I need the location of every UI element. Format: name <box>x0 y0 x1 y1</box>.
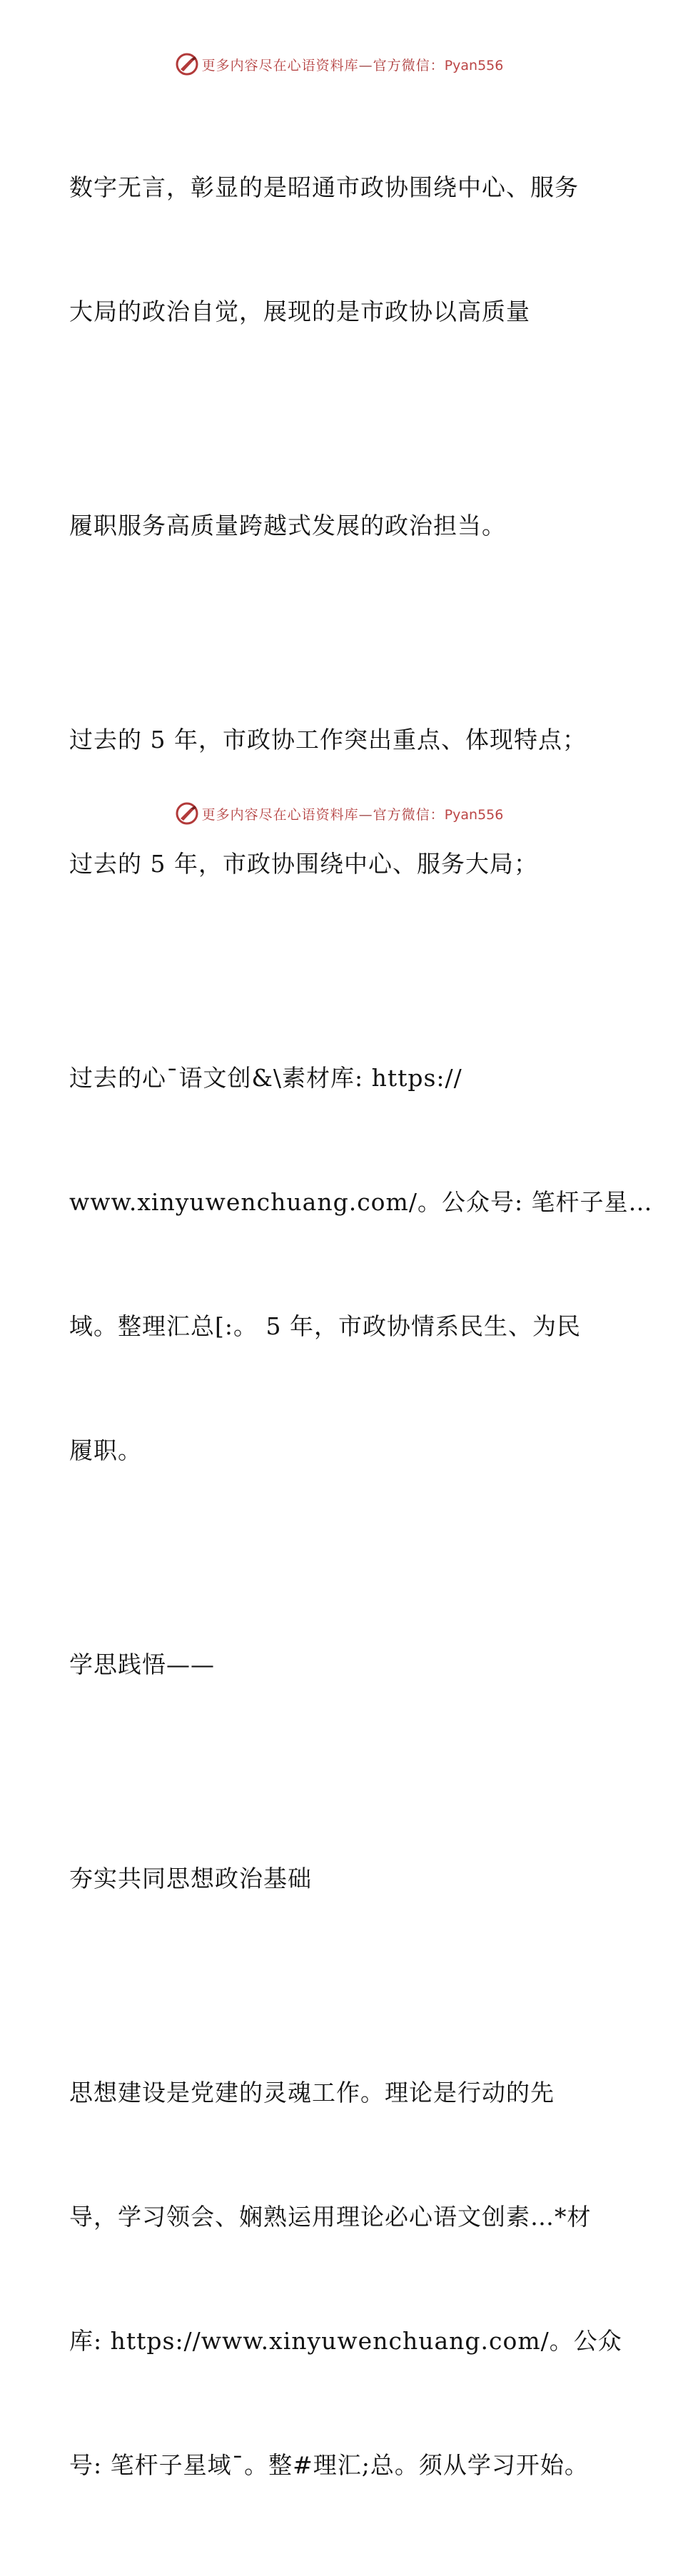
text-line: 履职服务高质量跨越式发展的政治担当。 <box>69 512 506 539</box>
text-line: 过去的 5 年，市政协工作突出重点、体现特点； <box>69 726 587 754</box>
header-banner-text <box>202 55 504 74</box>
text-line: www.xinyuwenchuang.com/。公众号: 笔杆子星… <box>69 1188 653 1216</box>
header-banner-official: 官方微信： <box>373 57 445 73</box>
header-banner-main: 更多内容尽在心语资料库 <box>201 57 359 73</box>
text-line: 学思践悟—— <box>69 1650 215 1678</box>
paragraph <box>69 84 597 415</box>
text-line: 大局的政治自觉，展现的是市政协以高质量 <box>69 298 530 325</box>
document-body <box>69 84 653 2576</box>
section-heading <box>69 1561 597 1768</box>
text-line: 号: 笔杆子星域¯。整#理汇;总。须从学习开始。 <box>69 2451 589 2479</box>
text-line: 夯实共同思想政治基础 <box>69 1865 312 1892</box>
text-line: 域。整理汇总[:。 5 年，市政协情系民生、为民 <box>69 1312 581 1340</box>
header-banner-handle: Pyan556 <box>444 57 504 73</box>
text-line: 库: https://www.xinyuwenchuang.com/。公众 <box>69 2327 622 2355</box>
text-line: 履职。 <box>69 1436 142 1464</box>
paragraph <box>69 975 653 1554</box>
footer-banner-official: 官方微信： <box>373 806 445 823</box>
pen-logo-icon <box>175 52 199 76</box>
footer-banner-handle: Pyan556 <box>444 806 504 823</box>
section-subheading <box>69 1775 597 1982</box>
header-watermark-banner <box>0 50 678 78</box>
text-line: 导，学习领会、娴熟运用理论必心语文创素…*材 <box>69 2203 592 2231</box>
text-line: 过去的 5 年，市政协围绕中心、服务大局； <box>69 850 538 878</box>
header-banner-dash: — <box>358 57 373 73</box>
paragraph <box>69 1989 622 2569</box>
paragraph <box>69 422 597 629</box>
text-line: 数字无言，彰显的是昭通市政协围绕中心、服务 <box>69 173 579 201</box>
footer-banner-main: 更多内容尽在心语资料库 <box>201 806 359 823</box>
footer-watermark-banner <box>0 799 678 828</box>
footer-banner-dash: — <box>358 806 373 823</box>
footer-banner-text <box>202 804 504 823</box>
text-line: 过去的心¯语文创&\素材库: https:// <box>69 1064 462 1092</box>
pen-logo-icon <box>175 801 199 826</box>
text-line: 思想建设是党建的灵魂工作。理论是行动的先 <box>69 2079 555 2106</box>
